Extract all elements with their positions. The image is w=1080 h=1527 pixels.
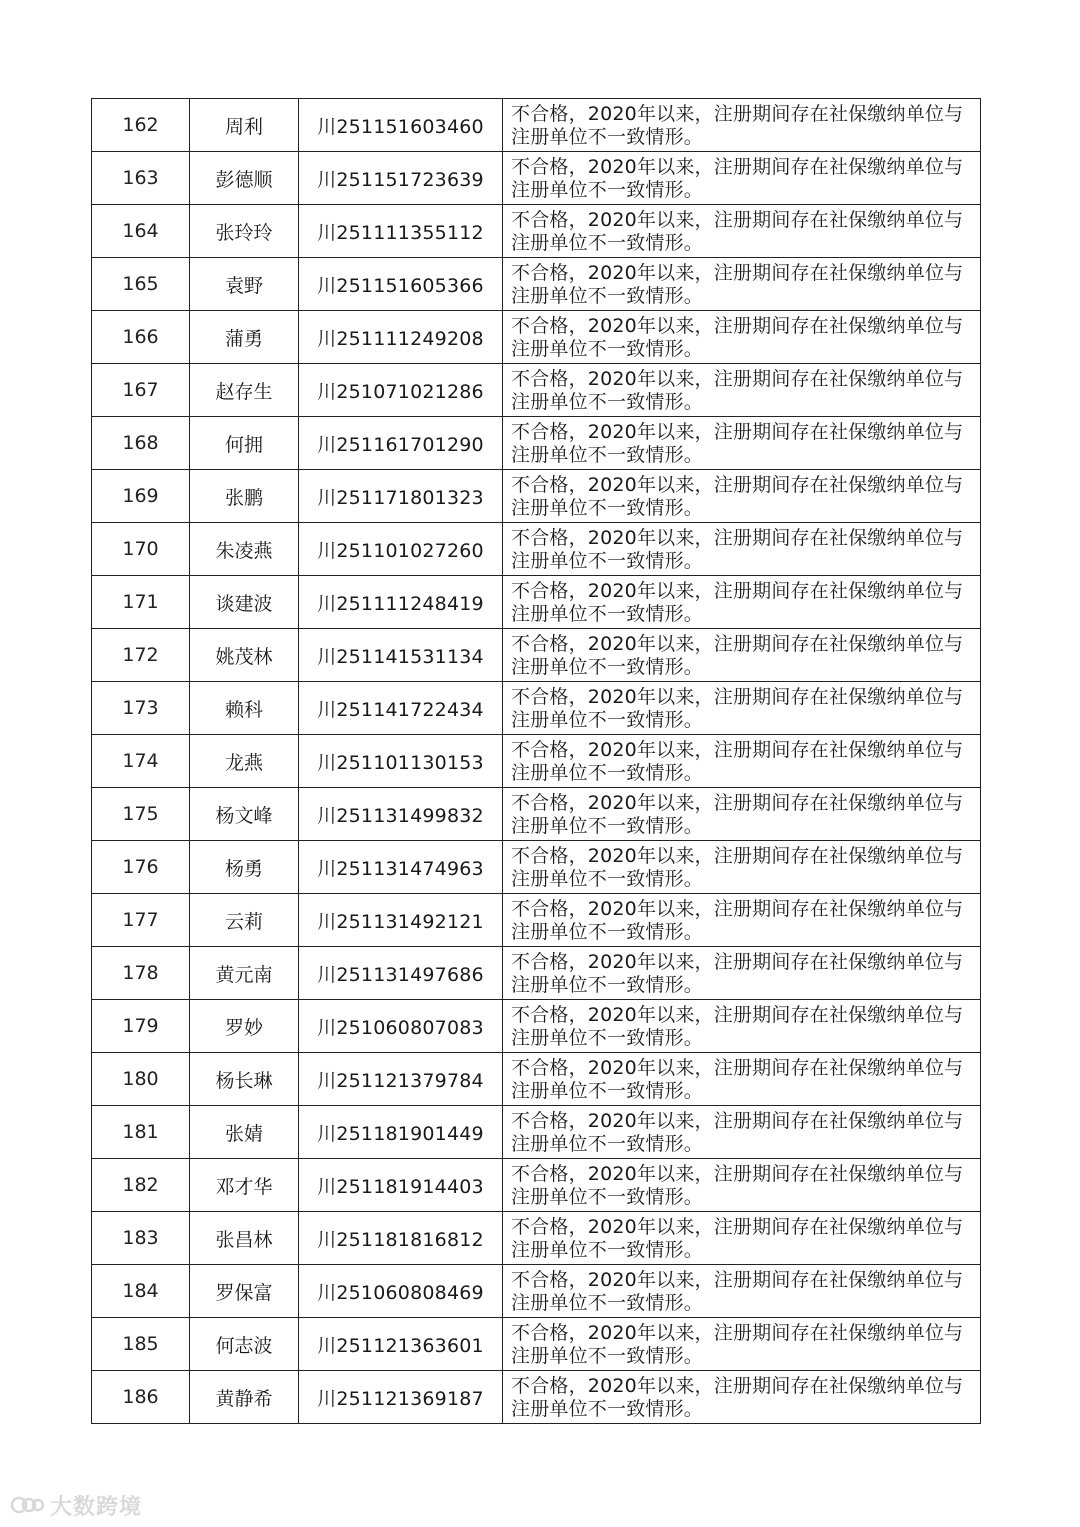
row-number-cell: 175 — [92, 788, 190, 841]
name-cell: 何志波 — [190, 1318, 299, 1371]
row-number-cell: 167 — [92, 364, 190, 417]
row-number-cell: 170 — [92, 523, 190, 576]
certificate-number-cell: 川251111355112 — [299, 205, 503, 258]
name-cell: 杨长琳 — [190, 1053, 299, 1106]
name-cell: 张玲玲 — [190, 205, 299, 258]
name-cell: 何拥 — [190, 417, 299, 470]
table-row — [92, 947, 981, 1000]
result-cell: 不合格，2020年以来，注册期间存在社保缴纳单位与注册单位不一致情形。 — [503, 735, 981, 788]
table-row — [92, 1265, 981, 1318]
name-cell: 赵存生 — [190, 364, 299, 417]
certificate-number-cell: 川251151603460 — [299, 99, 503, 152]
row-number-cell: 171 — [92, 576, 190, 629]
result-cell: 不合格，2020年以来，注册期间存在社保缴纳单位与注册单位不一致情形。 — [503, 682, 981, 735]
table-row — [92, 682, 981, 735]
table-row — [92, 1159, 981, 1212]
name-cell: 张昌林 — [190, 1212, 299, 1265]
certificate-number-cell: 川251141531134 — [299, 629, 503, 682]
name-cell: 罗保富 — [190, 1265, 299, 1318]
name-cell: 姚茂林 — [190, 629, 299, 682]
name-cell: 罗妙 — [190, 1000, 299, 1053]
table-row — [92, 99, 981, 152]
row-number-cell: 165 — [92, 258, 190, 311]
name-cell: 周利 — [190, 99, 299, 152]
result-cell: 不合格，2020年以来，注册期间存在社保缴纳单位与注册单位不一致情形。 — [503, 1159, 981, 1212]
result-cell: 不合格，2020年以来，注册期间存在社保缴纳单位与注册单位不一致情形。 — [503, 258, 981, 311]
table-row — [92, 1053, 981, 1106]
row-number-cell: 173 — [92, 682, 190, 735]
certificate-number-cell: 川251121363601 — [299, 1318, 503, 1371]
certificate-number-cell: 川251131474963 — [299, 841, 503, 894]
name-cell: 黄静希 — [190, 1371, 299, 1424]
name-cell: 杨勇 — [190, 841, 299, 894]
row-number-cell: 164 — [92, 205, 190, 258]
name-cell: 朱凌燕 — [190, 523, 299, 576]
row-number-cell: 186 — [92, 1371, 190, 1424]
result-cell: 不合格，2020年以来，注册期间存在社保缴纳单位与注册单位不一致情形。 — [503, 205, 981, 258]
table-row — [92, 364, 981, 417]
row-number-cell: 168 — [92, 417, 190, 470]
row-number-cell: 178 — [92, 947, 190, 1000]
table-row — [92, 735, 981, 788]
row-number-cell: 185 — [92, 1318, 190, 1371]
name-cell: 龙燕 — [190, 735, 299, 788]
certificate-number-cell: 川251111248419 — [299, 576, 503, 629]
row-number-cell: 176 — [92, 841, 190, 894]
result-table — [91, 98, 981, 1424]
row-number-cell: 182 — [92, 1159, 190, 1212]
certificate-number-cell: 川251131497686 — [299, 947, 503, 1000]
table-row — [92, 894, 981, 947]
table-row — [92, 1000, 981, 1053]
certificate-number-cell: 川251181901449 — [299, 1106, 503, 1159]
result-cell: 不合格，2020年以来，注册期间存在社保缴纳单位与注册单位不一致情形。 — [503, 1000, 981, 1053]
name-cell: 谈建波 — [190, 576, 299, 629]
certificate-number-cell: 川251131492121 — [299, 894, 503, 947]
result-cell: 不合格，2020年以来，注册期间存在社保缴纳单位与注册单位不一致情形。 — [503, 841, 981, 894]
row-number-cell: 163 — [92, 152, 190, 205]
certificate-number-cell: 川251181914403 — [299, 1159, 503, 1212]
certificate-number-cell: 川251060808469 — [299, 1265, 503, 1318]
row-number-cell: 172 — [92, 629, 190, 682]
certificate-number-cell: 川251121369187 — [299, 1371, 503, 1424]
watermark-text: 大数跨境 — [50, 1494, 143, 1520]
table-row — [92, 1318, 981, 1371]
name-cell: 蒲勇 — [190, 311, 299, 364]
row-number-cell: 174 — [92, 735, 190, 788]
table-row — [92, 788, 981, 841]
row-number-cell: 180 — [92, 1053, 190, 1106]
table-row — [92, 152, 981, 205]
table-row — [92, 629, 981, 682]
result-cell: 不合格，2020年以来，注册期间存在社保缴纳单位与注册单位不一致情形。 — [503, 1371, 981, 1424]
table-row — [92, 205, 981, 258]
result-cell: 不合格，2020年以来，注册期间存在社保缴纳单位与注册单位不一致情形。 — [503, 947, 981, 1000]
name-cell: 张婧 — [190, 1106, 299, 1159]
result-cell: 不合格，2020年以来，注册期间存在社保缴纳单位与注册单位不一致情形。 — [503, 1212, 981, 1265]
row-number-cell: 181 — [92, 1106, 190, 1159]
certificate-number-cell: 川251151605366 — [299, 258, 503, 311]
certificate-number-cell: 川251101130153 — [299, 735, 503, 788]
row-number-cell: 184 — [92, 1265, 190, 1318]
row-number-cell: 177 — [92, 894, 190, 947]
certificate-number-cell: 川251121379784 — [299, 1053, 503, 1106]
result-cell: 不合格，2020年以来，注册期间存在社保缴纳单位与注册单位不一致情形。 — [503, 788, 981, 841]
row-number-cell: 166 — [92, 311, 190, 364]
certificate-number-cell: 川251181816812 — [299, 1212, 503, 1265]
name-cell: 邓才华 — [190, 1159, 299, 1212]
row-number-cell: 179 — [92, 1000, 190, 1053]
table-row — [92, 576, 981, 629]
certificate-number-cell: 川251151723639 — [299, 152, 503, 205]
result-table-body — [92, 99, 981, 1424]
row-number-cell: 183 — [92, 1212, 190, 1265]
result-cell: 不合格，2020年以来，注册期间存在社保缴纳单位与注册单位不一致情形。 — [503, 152, 981, 205]
certificate-number-cell: 川251111249208 — [299, 311, 503, 364]
result-cell: 不合格，2020年以来，注册期间存在社保缴纳单位与注册单位不一致情形。 — [503, 1106, 981, 1159]
table-row — [92, 470, 981, 523]
result-cell: 不合格，2020年以来，注册期间存在社保缴纳单位与注册单位不一致情形。 — [503, 576, 981, 629]
table-row — [92, 841, 981, 894]
certificate-number-cell: 川251171801323 — [299, 470, 503, 523]
certificate-number-cell: 川251060807083 — [299, 1000, 503, 1053]
result-cell: 不合格，2020年以来，注册期间存在社保缴纳单位与注册单位不一致情形。 — [503, 1318, 981, 1371]
result-cell: 不合格，2020年以来，注册期间存在社保缴纳单位与注册单位不一致情形。 — [503, 1053, 981, 1106]
table-row — [92, 1371, 981, 1424]
row-number-cell: 162 — [92, 99, 190, 152]
certificate-number-cell: 川251101027260 — [299, 523, 503, 576]
row-number-cell: 169 — [92, 470, 190, 523]
result-cell: 不合格，2020年以来，注册期间存在社保缴纳单位与注册单位不一致情形。 — [503, 629, 981, 682]
result-cell: 不合格，2020年以来，注册期间存在社保缴纳单位与注册单位不一致情形。 — [503, 99, 981, 152]
result-cell: 不合格，2020年以来，注册期间存在社保缴纳单位与注册单位不一致情形。 — [503, 470, 981, 523]
certificate-number-cell: 川251161701290 — [299, 417, 503, 470]
result-cell: 不合格，2020年以来，注册期间存在社保缴纳单位与注册单位不一致情形。 — [503, 1265, 981, 1318]
name-cell: 张鹏 — [190, 470, 299, 523]
table-row — [92, 1106, 981, 1159]
certificate-number-cell: 川251131499832 — [299, 788, 503, 841]
table-row — [92, 311, 981, 364]
result-cell: 不合格，2020年以来，注册期间存在社保缴纳单位与注册单位不一致情形。 — [503, 523, 981, 576]
result-cell: 不合格，2020年以来，注册期间存在社保缴纳单位与注册单位不一致情形。 — [503, 364, 981, 417]
result-cell: 不合格，2020年以来，注册期间存在社保缴纳单位与注册单位不一致情形。 — [503, 417, 981, 470]
name-cell: 袁野 — [190, 258, 299, 311]
table-row — [92, 258, 981, 311]
result-cell: 不合格，2020年以来，注册期间存在社保缴纳单位与注册单位不一致情形。 — [503, 894, 981, 947]
name-cell: 彭德顺 — [190, 152, 299, 205]
result-cell: 不合格，2020年以来，注册期间存在社保缴纳单位与注册单位不一致情形。 — [503, 311, 981, 364]
name-cell: 黄元南 — [190, 947, 299, 1000]
name-cell: 赖科 — [190, 682, 299, 735]
table-row — [92, 1212, 981, 1265]
certificate-number-cell: 川251141722434 — [299, 682, 503, 735]
watermark — [10, 1490, 142, 1520]
brand-logo-icon — [10, 1493, 46, 1517]
name-cell: 云莉 — [190, 894, 299, 947]
name-cell: 杨文峰 — [190, 788, 299, 841]
table-row — [92, 523, 981, 576]
table-row — [92, 417, 981, 470]
certificate-number-cell: 川251071021286 — [299, 364, 503, 417]
